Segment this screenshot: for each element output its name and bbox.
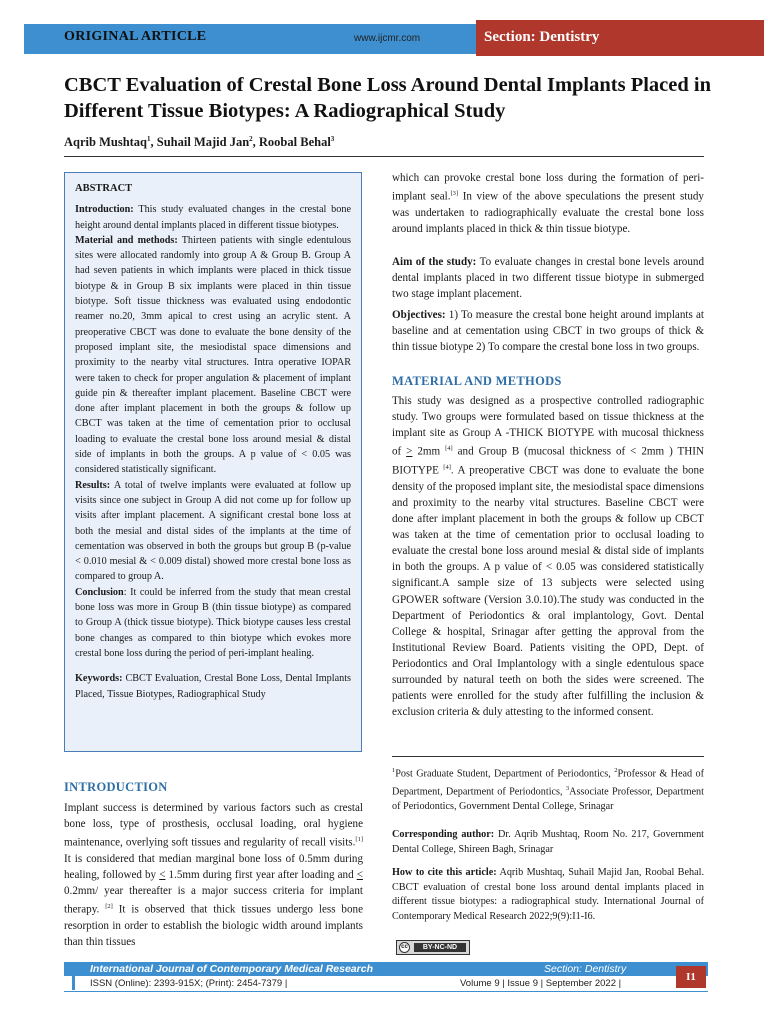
text: To evaluate changes in crestal bone levels around dental implants placed in two different tissue biotype in submerged two stage implant placement. bbox=[392, 256, 704, 301]
text: Aqrib Mushtaq, Suhail Majid Jan, Roobal Behal. CBCT evaluation of crestal bone loss around dental implants placed in different tissue biotypes: a radiographical study. International Journal of Contemporary Medical Research 2022;9(9):I1-I6. bbox=[392, 867, 704, 922]
abstract-keywords bbox=[75, 671, 351, 702]
affil-sup: 2 bbox=[614, 767, 618, 774]
title-divider bbox=[64, 156, 704, 157]
text: CBCT Evaluation, Crestal Bone Loss, Dental Implants Placed, Tissue Biotypes, Radiographical Study bbox=[75, 673, 351, 700]
author-list bbox=[64, 135, 334, 150]
methods-heading: MATERIAL AND METHODS bbox=[392, 374, 562, 388]
footer-issn: ISSN (Online): 2393-915X; (Print): 2454-7379 | bbox=[90, 978, 288, 989]
label: Results: bbox=[75, 479, 111, 491]
article-title: CBCT Evaluation of Crestal Bone Loss Around Dental Implants Placed in Different Tissue Biotypes: A Radiographical Study bbox=[64, 74, 711, 122]
affil-sup: 3 bbox=[565, 784, 570, 792]
journal-url[interactable]: www.ijcmr.com bbox=[354, 33, 421, 44]
text: It is observed that thick tissues undergo less bone resorption in order to establish the biologic width around implants than thin tissues bbox=[64, 903, 363, 949]
footnote-divider bbox=[392, 756, 704, 757]
author-sup: 3 bbox=[330, 135, 335, 143]
footer-journal-name: International Journal of Contemporary Medical Research bbox=[90, 963, 373, 975]
author-name: Roobal Behal bbox=[258, 135, 331, 150]
label: Conclusion bbox=[75, 586, 124, 598]
author-sep: , bbox=[252, 135, 259, 150]
page-footer bbox=[64, 962, 708, 992]
text: . A preoperative CBCT was done to evaluate the bone density of the proposed implant site, the mesiodistal space dimensions and proximity to the nearby vital structures. Baseline CBCT were done after implant placement in both the groups & follow up CBCT was taken at the time of cementation prior to occlusal loading to evaluate the crestal bone loss around mesial & distal side of implants in both the groups. A p value of < 0.05 was considered statistically significant.A sample size of 13 subjects were selected using GPOWER software (Version 3.0.10).The study was conducted in the Department of Periodontics & oral implantology, Govt. Dental College & hospital, Srinagar after getting the approval from the Institutional Review Board. Patients visiting the OPD, Dept. of Periodontics and Oral Implantology with a single edentulous space surrounded by natural teeth on both the sides were screened. The patients were enrolled for the study after fulfilling the inclusion & exclusion criteria & duly attesting to the informed consent. bbox=[392, 464, 705, 719]
methods-text bbox=[392, 393, 704, 720]
author-sup: 2 bbox=[249, 135, 253, 143]
page-number: I1 bbox=[676, 966, 706, 988]
text: It is considered that median marginal bone loss of 0.5mm during healing, followed by bbox=[64, 852, 363, 882]
text: 2mm bbox=[412, 445, 446, 458]
article-type: ORIGINAL ARTICLE bbox=[64, 29, 207, 44]
label: Aim of the study: bbox=[392, 256, 477, 268]
label: Objectives: bbox=[392, 309, 446, 321]
license-badge[interactable] bbox=[396, 940, 470, 955]
abstract-introduction bbox=[75, 202, 351, 233]
citation-info bbox=[392, 866, 704, 924]
license-text: BY-NC-ND bbox=[414, 943, 466, 952]
citation-ref[interactable]: [1] bbox=[355, 836, 363, 844]
page-header bbox=[24, 20, 764, 56]
citation-ref[interactable]: [2] bbox=[105, 903, 113, 911]
label: How to cite this article: bbox=[392, 867, 497, 878]
text: 1.5mm during first year after loading and bbox=[165, 869, 357, 882]
text: Professor & Head of Department, Department of Periodontics, bbox=[392, 768, 705, 798]
symbol: < bbox=[159, 869, 166, 882]
introduction-text bbox=[64, 800, 363, 950]
symbol: < bbox=[356, 869, 363, 882]
abstract-methods bbox=[75, 233, 351, 478]
text: Dr. Aqrib Mushtaq, Room No. 217, Government Dental College, Shireen Bagh, Srinagar bbox=[392, 829, 704, 855]
author-name: Aqrib Mushtaq bbox=[64, 135, 148, 150]
text: : It could be inferred from the study that mean crestal bone loss was more in Group B (thin tissue biotype) as compared to Group A (thick tissue biotype). Thick biotype causes less crestal bone changes as compared to thin biotype which evokes more crestal bone loss during the period of peri-implant healing. bbox=[75, 586, 351, 659]
text: 1) To measure the crestal bone height around implants at baseline and at cementation using CBCT in two groups of thick & thin tissue biotype 2) To compare the crestal bone loss in two groups. bbox=[392, 309, 704, 354]
aim-paragraph bbox=[392, 254, 704, 302]
header-section: Section: Dentistry bbox=[484, 29, 600, 45]
author-sup: 1 bbox=[147, 135, 151, 143]
author-sep: , bbox=[150, 135, 157, 150]
label: Corresponding author: bbox=[392, 829, 495, 840]
text: and Group B (mucosal thickness of < 2mm ) THIN BIOTYPE bbox=[392, 445, 704, 477]
text: Thirteen patients with single edentulous sites were allocated randomly into group A & Group B. Group A had seven patients in which implants were placed in thick tissue biotype & in Group B six implants were placed in thin tissue biotype. Soft tissue thickness was evaluated using endodontic reamer no.20, 3mm apical to crest using an acrylic stent. A preoperative CBCT was done to evaluate the bone density of the proposed implant site, the mesiodistal space dimensions and proximity to the nearby vital structures. Intra operative IOPAR were taken to check for proper angulation & placement of implant guide pin & thereafter implant placement. Baseline CBCT were done after implant placement in both the groups & follow up CBCT was taken at the time of cementation prior to occlusal loading to evaluate the crestal bone loss around mesial & distal side of implants in both the groups. A p value of < 0.05 was considered statistically significant. bbox=[75, 234, 351, 476]
text: This study evaluated changes in the crestal bone height around dental implants placed in different tissue biotypes. bbox=[75, 204, 351, 231]
corresponding-author bbox=[392, 828, 704, 857]
label: Keywords: bbox=[75, 673, 123, 685]
text: Associate Professor, Department of Periodontics, Government Dental College, Srinagar bbox=[392, 786, 704, 812]
introduction-heading: INTRODUCTION bbox=[64, 780, 168, 794]
header-red-band bbox=[476, 20, 764, 56]
abstract-box bbox=[64, 172, 362, 752]
objectives-paragraph bbox=[392, 307, 704, 355]
text: Implant success is determined by various factors such as crestal bone loss, type of prosthesis, occlusal loading, oral hygiene maintenance, overlying soft tissues and regularity of recall visits. bbox=[64, 802, 363, 849]
text: A total of twelve implants were evaluated at follow up visits since one subject in Group A did not come up for follow up visits after implant placement. A significant crestal bone loss at both the mesial and distal sides of the implants at the time of cementation was observed in both the groups but group B (p-value < 0.010 mesial & < 0.009 distal) showed more crestal bone loss as compared to group A. bbox=[75, 479, 351, 583]
author-name: Suhail Majid Jan bbox=[156, 135, 250, 150]
abstract-results bbox=[75, 478, 351, 585]
symbol: > bbox=[406, 445, 413, 458]
text: This study was designed as a prospective controlled radiographic study. Two groups were formulated based on tissue thickness at the implant site as Group A -THICK BIOTYPE with mucosal thickness of bbox=[392, 395, 704, 458]
affil-sup: 1 bbox=[392, 767, 396, 774]
text: which can provoke crestal bone loss during the formation of peri-implant seal. bbox=[392, 172, 704, 203]
abstract-conclusion bbox=[75, 585, 351, 661]
label: Material and methods: bbox=[75, 234, 178, 246]
footer-volume: Volume 9 | Issue 9 | September 2022 | bbox=[460, 978, 622, 989]
introduction-continued bbox=[392, 170, 704, 237]
affiliations bbox=[392, 764, 704, 815]
footer-rule bbox=[64, 991, 708, 992]
cc-icon: cc bbox=[399, 942, 410, 953]
footer-accent-bar bbox=[72, 964, 75, 990]
footer-section: Section: Dentistry bbox=[544, 963, 627, 975]
citation-ref[interactable]: [3] bbox=[450, 190, 459, 198]
label: Introduction: bbox=[75, 204, 134, 216]
citation-ref[interactable]: [4] bbox=[445, 445, 453, 453]
citation-ref[interactable]: [4] bbox=[443, 464, 451, 472]
abstract-heading: ABSTRACT bbox=[75, 183, 133, 194]
text: In view of the above speculations the present study was undertaken to radiographically evaluate the crestal bone loss around implants placed in thick & thin tissue biotype. bbox=[392, 190, 704, 235]
text: 0.2mm/ year thereafter is a major success criteria for implant therapy. bbox=[64, 885, 363, 916]
text: Post Graduate Student, Department of Periodontics, bbox=[395, 768, 615, 780]
